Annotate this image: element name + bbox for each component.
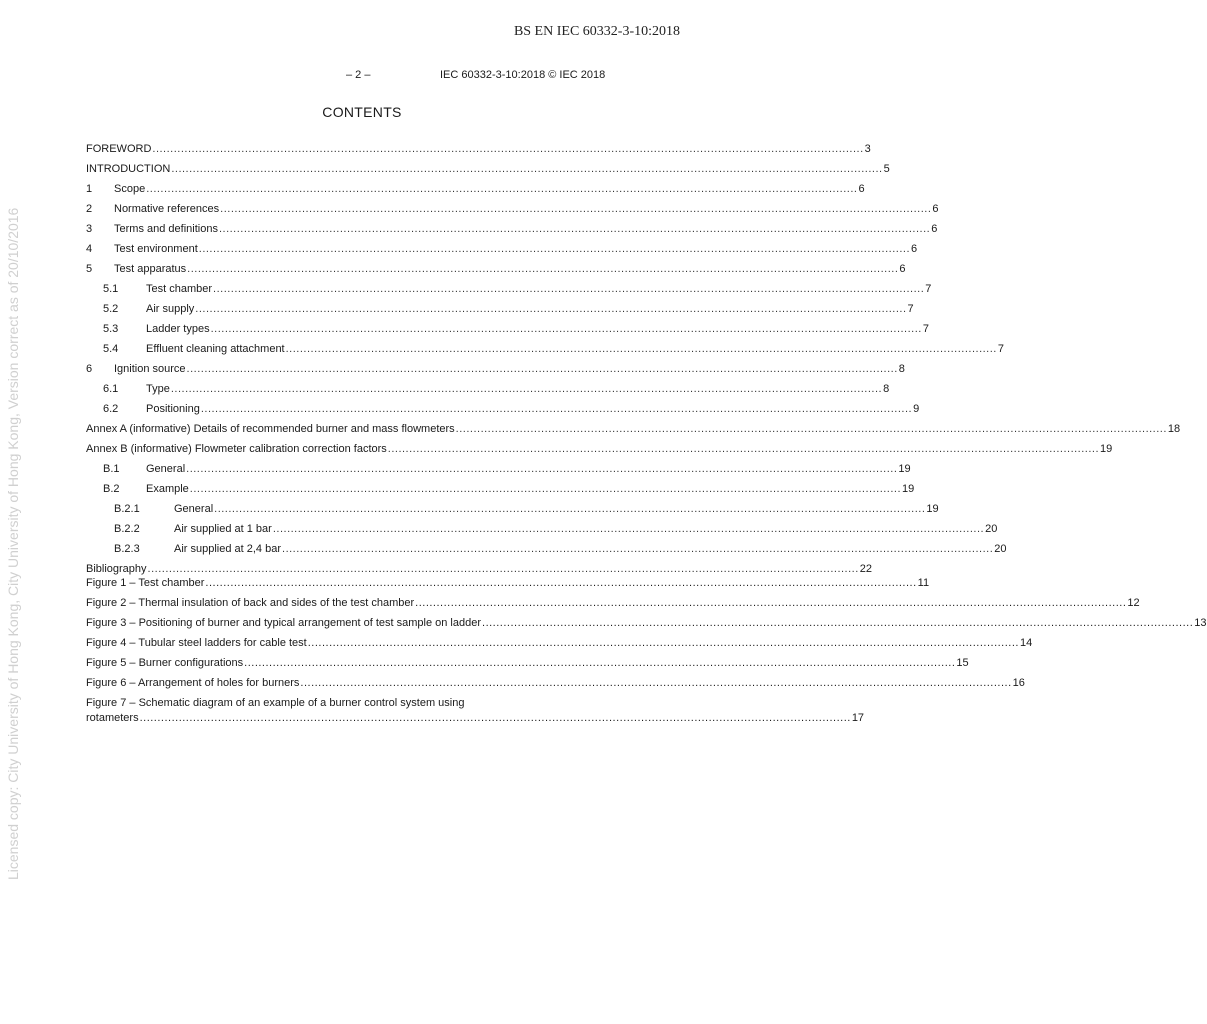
page-number: – 2 – xyxy=(346,69,371,81)
dot-leader: ........................................................................................................................................................................................................ xyxy=(205,577,917,589)
dot-leader: ........................................................................................................................................................................................................ xyxy=(189,483,902,495)
toc-entry[interactable]: 4 Test environment ........................................................................................................................................................................................................ 6 xyxy=(86,243,918,255)
dot-leader: ........................................................................................................................................................................................................ xyxy=(139,712,851,724)
figure-entry-line1[interactable]: Figure 7 – Schematic diagram of an example of a burner control system using xyxy=(86,697,465,709)
dot-leader: ........................................................................................................................................................................................................ xyxy=(244,657,956,669)
toc-entry[interactable]: 5.3 Ladder types ........................................................................................................................................................................................................ 7 xyxy=(103,323,929,335)
dot-leader: ........................................................................................................................................................................................................ xyxy=(482,617,1194,629)
toc-entry[interactable]: Annex A (informative) Details of recommended burner and mass flowmeters ........................................................................................................................................................................................................ 18 xyxy=(86,423,1181,435)
dot-leader: ........................................................................................................................................................................................................ xyxy=(300,677,1012,689)
dot-leader: ........................................................................................................................................................................................................ xyxy=(198,243,910,255)
dot-leader: ........................................................................................................................................................................................................ xyxy=(272,523,985,535)
toc-entry[interactable]: 6.1 Type ........................................................................................................................................................................................................ 8 xyxy=(103,383,890,395)
toc-entry[interactable]: 2 Normative references ........................................................................................................................................................................................................ 6 xyxy=(86,203,939,215)
figure-entry-line2[interactable]: rotameters ........................................................................................................................................................................................................ 17 xyxy=(86,712,865,724)
dot-leader: ........................................................................................................................................................................................................ xyxy=(152,143,864,155)
dot-leader: ........................................................................................................................................................................................................ xyxy=(186,463,898,475)
license-watermark: Licensed copy: City University of Hong Kong, City University of Hong Kong, Version correct as of 20/10/2016 xyxy=(5,207,21,880)
toc-entry[interactable]: Annex B (informative) Flowmeter calibration correction factors ........................................................................................................................................................................................................ 19 xyxy=(86,443,1113,455)
list-of-figures xyxy=(86,577,1207,732)
toc-entry[interactable]: Bibliography ........................................................................................................................................................................................................ 22 xyxy=(86,563,873,575)
figure-entry[interactable]: Figure 3 – Positioning of burner and typical arrangement of test sample on ladder ........................................................................................................................................................................................................ 13 xyxy=(86,617,1207,629)
dot-leader: ........................................................................................................................................................................................................ xyxy=(285,343,997,355)
toc-entry[interactable]: B.2.1 General ........................................................................................................................................................................................................ 19 xyxy=(114,503,939,515)
toc-entry[interactable]: B.2.2 Air supplied at 1 bar ........................................................................................................................................................................................................ 20 xyxy=(114,523,998,535)
toc-entry[interactable]: 5.1 Test chamber ........................................................................................................................................................................................................ 7 xyxy=(103,283,932,295)
toc-entry[interactable]: 6 Ignition source ........................................................................................................................................................................................................ 8 xyxy=(86,363,905,375)
page-title: CONTENTS xyxy=(322,104,402,120)
standard-id-header: BS EN IEC 60332-3-10:2018 xyxy=(513,24,680,39)
toc-entry[interactable]: INTRODUCTION ........................................................................................................................................................................................................ 5 xyxy=(86,163,890,175)
dot-leader: ........................................................................................................................................................................................................ xyxy=(387,443,1100,455)
dot-leader: ........................................................................................................................................................................................................ xyxy=(415,597,1127,609)
toc-entry[interactable]: 3 Terms and definitions ........................................................................................................................................................................................................ 6 xyxy=(86,223,938,235)
dot-leader: ........................................................................................................................................................................................................ xyxy=(455,423,1167,435)
dot-leader: ........................................................................................................................................................................................................ xyxy=(171,163,883,175)
toc-entry[interactable]: FOREWORD ........................................................................................................................................................................................................ 3 xyxy=(86,143,871,155)
toc-entry[interactable]: 5.2 Air supply ........................................................................................................................................................................................................ 7 xyxy=(103,303,914,315)
dot-leader: ........................................................................................................................................................................................................ xyxy=(282,543,994,555)
toc-entry[interactable]: 1 Scope ........................................................................................................................................................................................................ 6 xyxy=(86,183,865,195)
figure-entry[interactable]: Figure 6 – Arrangement of holes for burners ........................................................................................................................................................................................................ 16 xyxy=(86,677,1025,689)
figure-entry[interactable]: Figure 4 – Tubular steel ladders for cable test ........................................................................................................................................................................................................ 14 xyxy=(86,637,1033,649)
dot-leader: ........................................................................................................................................................................................................ xyxy=(187,263,899,275)
dot-leader: ........................................................................................................................................................................................................ xyxy=(146,183,858,195)
dot-leader: ........................................................................................................................................................................................................ xyxy=(213,283,925,295)
dot-leader: ........................................................................................................................................................................................................ xyxy=(147,563,859,575)
toc-entry[interactable]: 5.4 Effluent cleaning attachment ........................................................................................................................................................................................................ 7 xyxy=(103,343,1004,355)
dot-leader: ........................................................................................................................................................................................................ xyxy=(218,223,931,235)
figure-entry[interactable]: Figure 2 – Thermal insulation of back and sides of the test chamber ........................................................................................................................................................................................................ 12 xyxy=(86,597,1140,609)
toc-entry[interactable]: 6.2 Positioning ........................................................................................................................................................................................................ 9 xyxy=(103,403,920,415)
toc-entry[interactable]: B.2.3 Air supplied at 2,4 bar ........................................................................................................................................................................................................ 20 xyxy=(114,543,1007,555)
dot-leader: ........................................................................................................................................................................................................ xyxy=(307,637,1019,649)
dot-leader: ........................................................................................................................................................................................................ xyxy=(170,383,883,395)
dot-leader: ........................................................................................................................................................................................................ xyxy=(220,203,932,215)
toc-entry[interactable]: 5 Test apparatus ........................................................................................................................................................................................................ 6 xyxy=(86,263,906,275)
dot-leader: ........................................................................................................................................................................................................ xyxy=(195,303,907,315)
toc-entry[interactable]: B.2 Example ........................................................................................................................................................................................................ 19 xyxy=(103,483,915,495)
dot-leader: ........................................................................................................................................................................................................ xyxy=(200,403,913,415)
document-code: IEC 60332-3-10:2018 © IEC 2018 xyxy=(440,69,606,81)
figure-entry[interactable]: Figure 1 – Test chamber ........................................................................................................................................................................................................ 11 xyxy=(86,577,930,589)
dot-leader: ........................................................................................................................................................................................................ xyxy=(186,363,898,375)
toc-entry[interactable]: B.1 General ........................................................................................................................................................................................................ 19 xyxy=(103,463,911,475)
figure-entry[interactable]: Figure 5 – Burner configurations ........................................................................................................................................................................................................ 15 xyxy=(86,657,969,669)
dot-leader: ........................................................................................................................................................................................................ xyxy=(214,503,926,515)
dot-leader: ........................................................................................................................................................................................................ xyxy=(210,323,922,335)
